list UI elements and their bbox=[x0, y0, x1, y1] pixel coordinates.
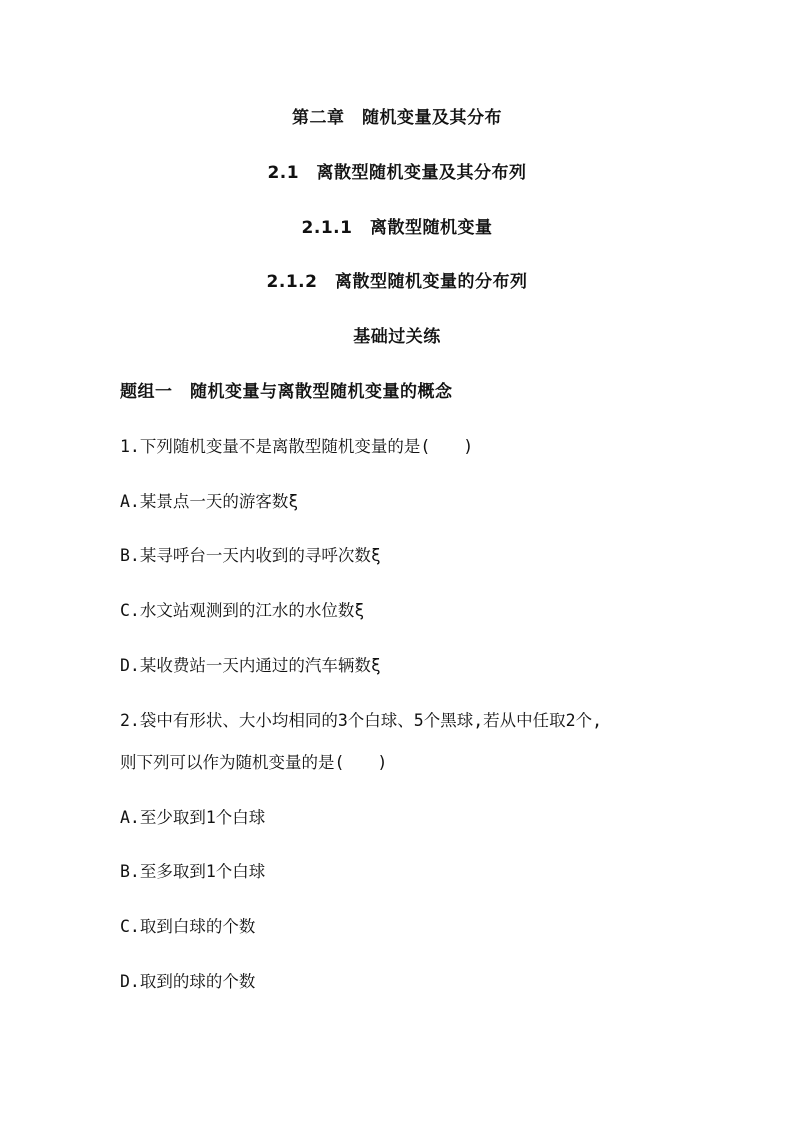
question-2-stem-line-1: 2.袋中有形状、大小均相同的3个白球、5个黑球,若从中任取2个, bbox=[120, 711, 603, 730]
question-1-option-c: C.水文站观测到的江水的水位数ξ bbox=[120, 601, 365, 620]
subsection-heading-2: 2.1.2 离散型随机变量的分布列 bbox=[266, 272, 528, 292]
group-title: 题组一 随机变量与离散型随机变量的概念 bbox=[120, 382, 453, 402]
section-heading: 2.1 离散型随机变量及其分布列 bbox=[267, 163, 527, 183]
chapter-heading: 第二章 随机变量及其分布 bbox=[292, 108, 502, 128]
question-2-stem-line-2: 则下列可以作为随机变量的是( ) bbox=[120, 753, 388, 772]
subsection-heading-1: 2.1.1 离散型随机变量 bbox=[301, 218, 493, 238]
question-1-option-b: B.某寻呼台一天内收到的寻呼次数ξ bbox=[120, 546, 381, 565]
question-2-option-c: C.取到白球的个数 bbox=[120, 917, 256, 936]
question-1-option-d: D.某收费站一天内通过的汽车辆数ξ bbox=[120, 656, 381, 675]
question-2-option-d: D.取到的球的个数 bbox=[120, 972, 256, 991]
question-2-option-a: A.至少取到1个白球 bbox=[120, 808, 266, 827]
question-1-stem: 1.下列随机变量不是离散型随机变量的是( ) bbox=[120, 437, 474, 456]
exercise-title: 基础过关练 bbox=[353, 327, 441, 347]
question-2-option-b: B.至多取到1个白球 bbox=[120, 862, 266, 881]
question-1-option-a: A.某景点一天的游客数ξ bbox=[120, 492, 299, 511]
